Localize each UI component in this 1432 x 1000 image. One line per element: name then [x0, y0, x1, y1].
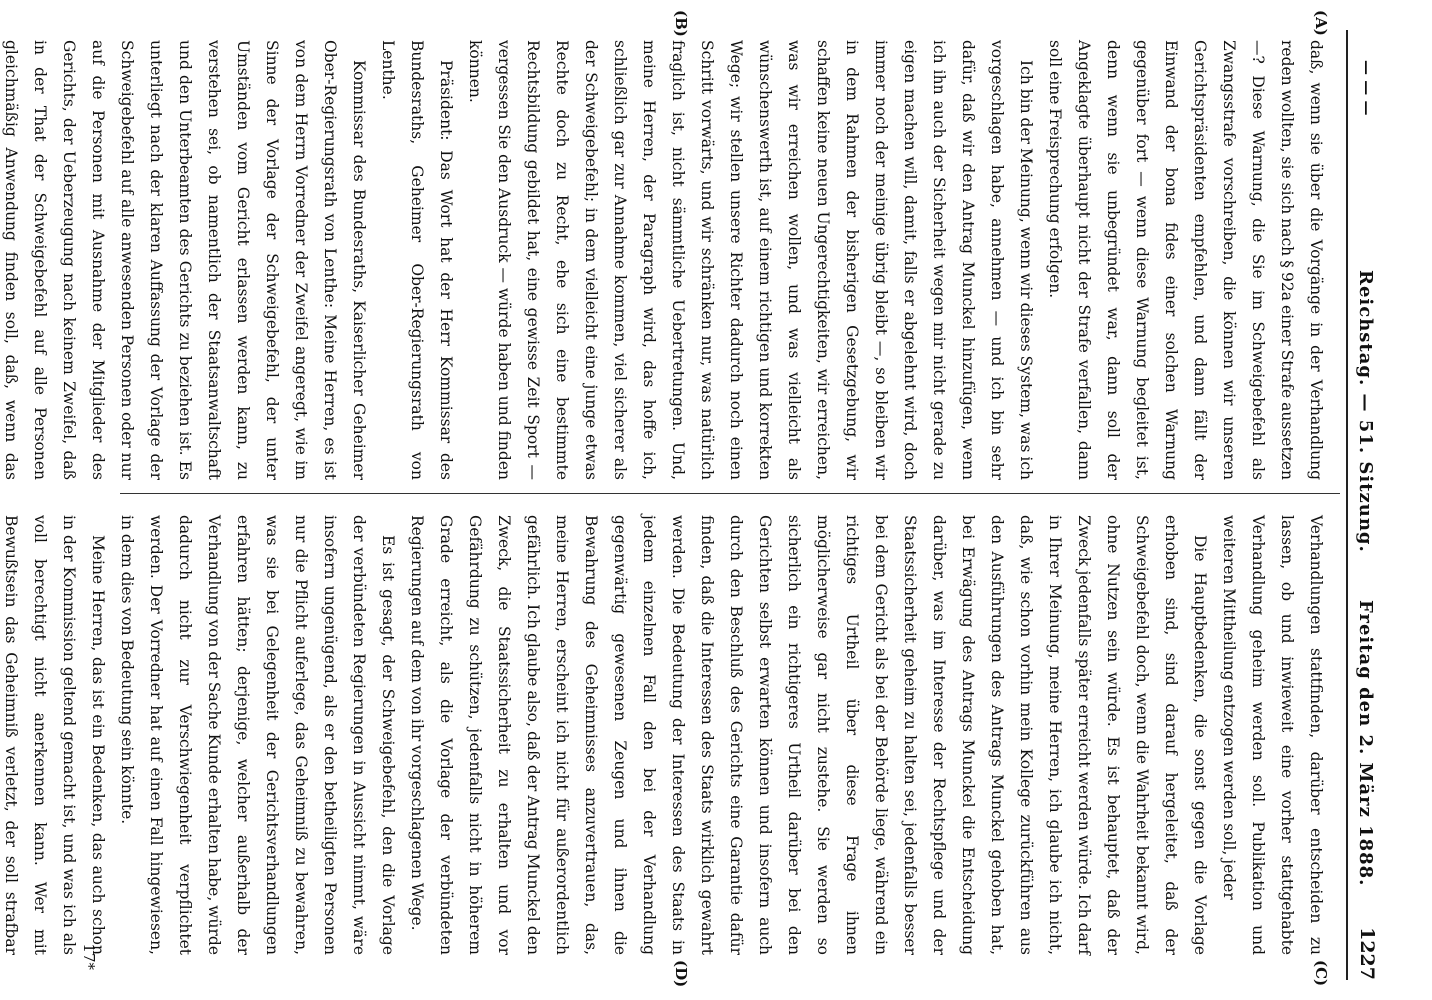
right-paragraph-4: Meine Herren, das ist ein Bedenken, das auch schon in der Kommission geltend gemacht ist, und was ich als voll berechtigt nicht anerkennen kann. Wer mit Bewußtsein das Geheimniß verletzt, der soll strafbar [2, 515, 107, 955]
page-date: Freitag den 2. März 1888. [1355, 600, 1376, 887]
margin-marker-d: (D) [672, 960, 690, 988]
margin-marker-b: (B) [672, 10, 690, 37]
left-paragraph-3: Präsident: Das Wort hat der Herr Kommissar des Bundesraths, Geheimer Ober-Regierungsrath von Lenthe. [379, 40, 455, 480]
left-paragraph-2: Ich bin der Meinung, wenn wir dieses System, was ich vorgeschlagen habe, annehmen — und ich bin sehr dafür, daß wir den Antrag Munckel hinzufügen, wenn ich ihn auch der Sicherheit wegen mir nicht gerade zu eigen machen will, damit, falls er abgelehnt wird, doch immer noch der meinige übrig bleibt —, so bleiben wir in dem Rahmen der bisherigen Gesetzgebung, wir schaffen keine neuen Ungerechtigkeiten, wir erreichen, was wir erreichen wollen, und was vielleicht als wünschenswerth ist, auf einem richtigen und korrekten Wege; wir stellen unsere Richter dadurch noch einen Schritt vorwärts, und wir schränken nur, was natürlich fraglich ist, nicht sämmtliche Uebertretungen. Und, meine Herren, der Paragraph wird, das hoffe ich, schließlich gar zur Annahme kommen, viel sicherer als der Schweigebefehl; in dem vielleicht eine junge etwas Rechte doch zu Recht, ehe sich eine bestimmte Rechtsbildung gebildet hat, eine gewisse Zeit Sport — vergessen Sie den Ausdruck — würde haben und finden können. [466, 40, 1035, 480]
column-divider [120, 493, 1340, 494]
page-number: 1227 [1356, 927, 1378, 980]
left-paragraph-1: daß, wenn sie über die Vorgänge in der Verhandlung reden wollten, sie sich nach § 92a einer Strafe aussetzen —? Diese Warnung, die Sie im Schweigebefehl als Zwangsstrafe vorschreiben, die können wir unseren Gerichtspräsidenten empfehlen, und dann fällt der Einwand der bona fides einer solchen Warnung gegenüber fort — wenn diese Warnung begleitet ist, denn wenn sie unbegründet war, dann soll der Angeklagte überhaupt nicht der Strafe verfallen, dann soll eine Freisprechung erfolgen. [1046, 40, 1325, 480]
header-rule [1346, 30, 1348, 980]
left-paragraph-4: Kommissar des Bundesraths, Kaiserlicher Geheimer Ober-Regierungsrath von Lenthe: Meine Herren, es ist von dem Herrn Vorredner der Zweifel angeregt, wie im Sinne der Vorlage der Schweigebefehl, der unter Umständen vom Gericht erlassen werden kann, zu verstehen sei, ob namentlich der Staatsanwaltschaft und den Unterbeamten des Gerichts zu beziehen ist. Es unterliegt nach der klaren Auffassung der Vorlage der Schweigebefehl auf alle anwesenden Personen oder nur auf die Personen mit Ausnahme der Mitglieder des Gerichts, der Ueberzeugung nach keinem Zweifel, daß in der That der Schweigebefehl auf alle Personen gleichmäßig Anwendung finden soll, daß, wenn das [2, 40, 368, 480]
left-column [2, 40, 1330, 480]
right-column [2, 515, 1330, 955]
header-left-rule: — — — [1358, 60, 1376, 116]
sheet-signature: 17* [80, 943, 98, 970]
margin-marker-a: (A) [1312, 10, 1330, 36]
right-paragraph-1: Verhandlungen stattfinden, darüber entscheiden zu lassen, ob und inwieweit eine vorher stattgehabte Verhandlung geheim werden soll. Publikation und weiteren Mittheilung entzogen werden soll, jeder [1220, 515, 1325, 955]
right-paragraph-3: Es ist gesagt, der Schweigebefehl, den die Vorlage der verbündeten Regierungen in Aussicht nimmt, wäre insofern ungenügend, als er den betheiligten Personen nur die Pflicht auferlege, das Geheimniß zu bewahren, was sie bei Gelegenheit der Gerichtsverhandlungen erfahren hätten; derjenige, welcher außerhalb der Verhandlung von der Sache Kunde erhalten habe, würde dadurch nicht zur Verschwiegenheit verpflichtet werden. Der Vorredner hat auf einen Fall hingewiesen, in dem dies von Bedeutung sein könnte. [118, 515, 397, 955]
newspaper-page [2, 0, 1390, 1000]
page-title: Reichstag. — 51. Sitzung. [1355, 270, 1376, 553]
right-paragraph-2: Die Hauptbedenken, die sonst gegen die Vorlage erhoben sind, sind darauf hergeleitet, daß der Schweigebefehl doch, wenn die Wahrheit bekannt wird, ohne Nutzen sein würde. Es ist behauptet, daß der Zweck jedenfalls später erreicht werden würde. Ich darf in Ihrer Meinung, meine Herren, ich glaube ich nicht, daß, wie schon vorhin mein Kollege zurückführen aus den Ausführungen des Antrags Munckel gehoben hat, bei Erwägung des Antrags Munckel die Entscheidung darüber, was im Interesse der Rechtspflege und der Staatssicherheit geheim zu halten sei, jedenfalls besser bei dem Gericht als bei der Behörde liege, während ein richtiges Urtheil über diese Frage ihnen möglicherweise gar nicht zustehe. Sie werden so sicherlich ein richtigeres Urtheil darüber bei den Gerichten selbst erwarten können und insofern auch durch den Beschluß des Gerichts eine Garantie dafür finden, daß die Interessen des Staats wirklich gewahrt werden. Die Bedeutung der Interessen des Staats in jedem einzelnen Fall den bei der Verhandlung gegenwärtig gewesenen Zeugen und ihnen die Bewahrung des Geheimnisses anzuvertrauen, das, meine Herren, erscheint ich nicht für außerordentlich gefährlich. Ich glaube also, daß der Antrag Munckel den Zweck, die Staatssicherheit zu erhalten und vor Gefährdung zu schützen, jedenfalls nicht in höherem Grade erreicht, als die Vorlage der verbündeten Regierungen auf dem von ihr vorgeschlagenen Wege. [408, 515, 1209, 955]
margin-marker-c: (C) [1312, 960, 1330, 987]
